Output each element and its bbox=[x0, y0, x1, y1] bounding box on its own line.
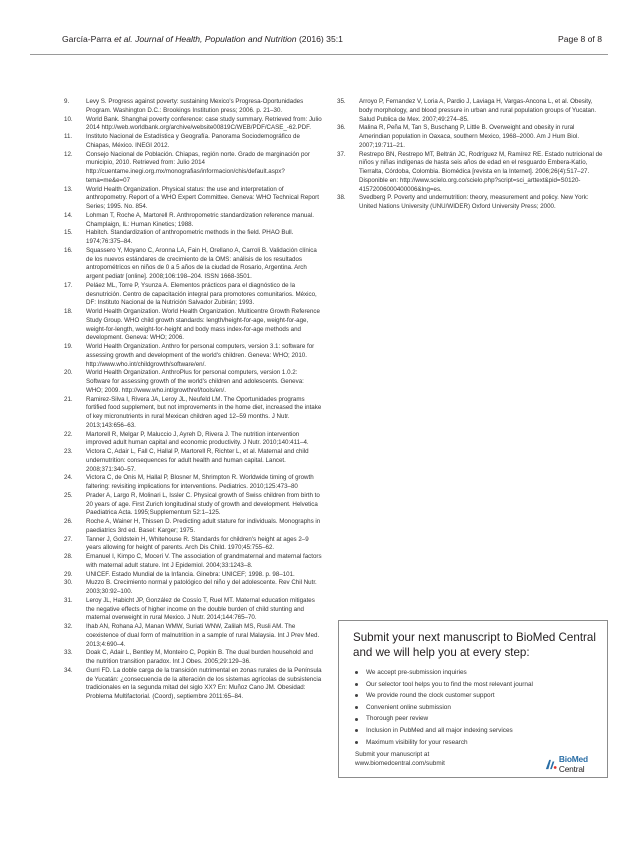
bullet-icon bbox=[355, 683, 358, 686]
reference-entry bbox=[64, 98, 322, 116]
advert-benefit-item bbox=[355, 737, 533, 749]
bullet-icon bbox=[355, 706, 358, 709]
reference-number: 33. bbox=[64, 649, 73, 657]
reference-text: World Bank. Shanghai poverty conference: case study summary. Retrieved from: Julio 2014 http://web.worldbank.org/archive/website00819C/WEB/PDF/CASE_-62.PDF. bbox=[86, 115, 322, 132]
advert-benefit-item bbox=[355, 713, 533, 725]
reference-text: World Health Organization. Physical status: the use and interpretation of anthropometry. Report of a WHO Expert Committee. Geneva: WHO Technical Report Series; 1995. No. 854. bbox=[86, 185, 319, 210]
reference-text: Leroy JL, Habicht JP, González de Cossío T, Ruel MT. Maternal education mitigates the negative effects of higher income on the double burden of child stunting and maternal overweight in rural Mexico. J Nutr. 2014;144:765–70. bbox=[86, 596, 315, 622]
reference-text: Prader A, Largo R, Molinari L, Issler C. Physical growth of Swiss children from birth to 20 years of age. First Zurich longitudinal study of growth and development. Helvetica Paediatrica Acta. 1995;Supplementum 52:1–125. bbox=[86, 491, 320, 517]
reference-entry bbox=[64, 282, 322, 308]
reference-entry bbox=[64, 186, 322, 212]
reference-entry bbox=[337, 194, 607, 212]
reference-text: Emanuel I, Kimpo C, Moceri V. The association of grandmaternal and maternal factors with maternal adult stature. Int J Epidemiol. 2004;33:1243–8. bbox=[86, 553, 322, 569]
advert-benefit-item bbox=[355, 725, 533, 737]
reference-number: 25. bbox=[64, 491, 73, 499]
reference-text: Tanner J, Goldstein H, Whitehouse R. Standards for children's height at ages 2–9 years allowing for height of parents. Arch Dis Child. 1970;45:755–62. bbox=[86, 535, 309, 552]
references-right-column bbox=[337, 98, 607, 212]
reference-number: 14. bbox=[64, 211, 73, 219]
reference-entry bbox=[64, 212, 322, 230]
reference-text: Consejo Nacional de Población. Chiapas, región norte. Grado de marginación por municipio, 2010. Retrieved from: Julio 2014 http://cuentame.inegi.org.mx/monografias/informacion/chis/default.aspx?tema=me&e=07 bbox=[86, 150, 310, 184]
reference-number: 24. bbox=[64, 474, 73, 482]
journal-citation bbox=[62, 34, 343, 44]
header-divider bbox=[30, 54, 608, 55]
reference-number: 35. bbox=[337, 98, 346, 105]
advert-submit-text bbox=[355, 751, 445, 768]
advert-benefit-text: Convenient online submission bbox=[366, 703, 451, 711]
reference-number: 18. bbox=[64, 308, 73, 315]
references-left-column bbox=[64, 98, 322, 702]
journal-citation-authors: García-Parra bbox=[62, 34, 115, 44]
bullet-icon bbox=[355, 694, 358, 697]
advert-benefit-text: We provide round the clock customer support bbox=[366, 692, 495, 700]
reference-entry bbox=[64, 116, 322, 134]
reference-text: Muzzo B. Crecimiento normal y patológico del niño y del adolescente. Rev Chil Nutr. 2003;30:92–100. bbox=[86, 579, 317, 595]
reference-text: Victora C, de Onis M, Hallal P, Blosner M, Shrimpton R. Worldwide timing of growth faltering: revisiting implications for interventions. Pediatrics. 2010;125:473–80 bbox=[86, 474, 314, 490]
advert-benefit-list bbox=[355, 667, 533, 748]
reference-text: Gurri FD. La doble carga de la transición nutrimental en zonas rurales de la Península de Yucatán: ¿consecuencia de la alteración de los sistemas agrícolas de subsistencia tradicionales en la segunda mitad del siglo XX? En: Muñoz Cano JM. Obesidad: Problema Multifactorial. (Coord), septiembre 2011:65–84. bbox=[86, 666, 322, 700]
advert-benefit-item bbox=[355, 702, 533, 714]
reference-entry bbox=[64, 369, 322, 395]
bullet-icon bbox=[355, 718, 358, 721]
reference-number: 20. bbox=[64, 369, 73, 377]
reference-entry bbox=[64, 518, 322, 536]
reference-number: 12. bbox=[64, 150, 73, 158]
reference-number: 9. bbox=[64, 98, 70, 105]
reference-text: Victora C, Adair L, Fall C, Hallal P, Martorell R, Richter L, et al. Maternal and child undernutrition: consequences for adult health and human capital. Lancet. 2008;371:340–57. bbox=[86, 448, 309, 473]
journal-citation-volume: (2016) 35:1 bbox=[296, 34, 343, 44]
reference-text: Ihab AN, Rohana AJ, Manan WMW, Suriati WNW, Zalilah MS, Rusli AM. The coexistence of dual form of malnutrition in a sample of rural Malaysia. Int J Prev Med. 2013;4:690–4. bbox=[86, 623, 320, 648]
reference-text: Ramirez-Silva I, Rivera JA, Leroy JL, Neufeld LM. The Oportunidades programs fortified food supplement, but not improvements in the home diet, increased the intake of key micronutrients in rural Mexican children aged 12–59 months. J Nutr. 2013;143:656–63. bbox=[86, 395, 322, 429]
reference-entry bbox=[64, 431, 322, 449]
reference-entry bbox=[64, 492, 322, 518]
reference-text: World Health Organization. Anthro for personal computers, version 3.1: software for assessing growth and development of the world's children. Geneva: WHO; 2010. http://www.who.int/childgrowth/software/en/. bbox=[86, 343, 315, 368]
reference-text: Lohman T, Roche A, Martorell R. Anthropometric standardization reference manual. Champlaign, IL: Human Kinetics; 1988. bbox=[86, 211, 314, 228]
reference-number: 15. bbox=[64, 229, 73, 237]
reference-entry bbox=[64, 229, 322, 247]
biomed-central-logo bbox=[545, 754, 607, 774]
advert-benefit-item bbox=[355, 690, 533, 702]
reference-number: 10. bbox=[64, 115, 73, 123]
reference-entry bbox=[337, 151, 607, 195]
biomed-central-logo-text bbox=[559, 754, 607, 774]
reference-text: World Health Organization. AnthroPlus for personal computers, version 1.0.2: Software for assessing growth of the world's children and adolescents. Geneva: WHO; 2009. http://www.who.int/growthref/tools/en/. bbox=[86, 369, 304, 394]
reference-number: 37. bbox=[337, 150, 346, 158]
reference-number: 19. bbox=[64, 343, 73, 350]
advert-benefit-text: We accept pre-submission inquiries bbox=[366, 669, 467, 676]
running-header bbox=[62, 34, 602, 44]
logo-text-biomed: BioMed bbox=[558, 754, 588, 764]
reference-entry bbox=[337, 98, 607, 124]
reference-entry bbox=[64, 133, 322, 151]
advert-submit-url[interactable]: www.biomedcentral.com/submit bbox=[355, 759, 445, 767]
reference-text: Svedberg P. Poverty and undernutrition: theory, measurement and policy. New York: United Nations University (UNU/WIDER) Oxford University Press; 2000. bbox=[359, 194, 589, 210]
reference-number: 32. bbox=[64, 623, 73, 630]
reference-text: Habitch. Standardization of anthropometric methods in the field. PHAO Bull. 1974;76:375–84. bbox=[86, 229, 294, 245]
bullet-icon bbox=[355, 729, 358, 732]
advert-benefit-item bbox=[355, 679, 533, 691]
advert-benefit-text: Inclusion in PubMed and all major indexing services bbox=[366, 726, 513, 734]
reference-entry bbox=[337, 124, 607, 150]
reference-number: 30. bbox=[64, 579, 73, 587]
reference-entry bbox=[64, 474, 322, 492]
reference-entry bbox=[64, 667, 322, 702]
page-number: Page 8 of 8 bbox=[558, 34, 602, 44]
reference-text: Squassero Y, Moyano C, Aronna LA, Fain H, Orellano A, Carroli B. Validación clínica de los nuevos estándares de crecimiento de la OMS: análisis de los resultados antropométricos en niños de 0 a 5 años de la ciudad de Rosario, Argentina. Arch argent pediatr [online]. 2008;106:198–204. ISSN 1668-3501. bbox=[86, 246, 317, 280]
reference-entry bbox=[64, 649, 322, 667]
advert-title: Submit your next manuscript to BioMed Central and we will help you at every step: bbox=[353, 631, 596, 659]
reference-number: 36. bbox=[337, 124, 346, 132]
reference-text: Malina R, Peña M, Tan S, Buschang P, Little B. Overweight and obesity in rural Amerindian population in Oaxaca, southern Mexico, 1968–2000. Am J Hum Biol. 2007;19:711–21. bbox=[359, 124, 580, 149]
reference-entry bbox=[64, 448, 322, 474]
reference-number: 17. bbox=[64, 281, 73, 289]
reference-text: Roche A, Wainer H, Thissen D. Predicting adult stature for individuals. Monographs in paediatrics 3rd ed. Basel: Karger; 1975. bbox=[86, 518, 321, 534]
advert-submit-line: Submit your manuscript at bbox=[355, 751, 430, 758]
reference-text: World Health Organization. World Health Organization. Multicentre Growth Reference Study Group. WHO child growth standards: length/height-for-age, weight-for-age, weight-for-length, weight-for-height and body mass index-for-age methods and development. Geneva: WHO; 2006. bbox=[86, 308, 320, 342]
reference-text: Instituto Nacional de Estadística y Geografía. Panorama Sociodemográfico de Chiapas, México. INEGI 2012. bbox=[86, 133, 300, 149]
reference-number: 11. bbox=[64, 133, 73, 140]
reference-number: 28. bbox=[64, 553, 73, 560]
reference-text: Martorell R, Melgar P, Maluccio J, Ayreh D, Rivera J. The nutrition intervention improved adult human capital and economic productivity. J Nutr. 2010;140:411–4. bbox=[86, 430, 309, 447]
reference-text: Restrepo BN, Restrepo MT, Beltrán JC, Rodríguez M, Ramírez RE. Estado nutricional de niños y niñas indígenas de hasta seis años de edad en el resguardo Embera-Katío, Tierralta, Córdoba, Colombia. Biomédica [revista en la Internet]. 2006;26(4):517–27. Disponible en: http://www.scielo.org.co/scielo.php?script=sci_arttext&pid=S0120-41572006000400006&lng=es. bbox=[359, 150, 603, 193]
reference-number: 38. bbox=[337, 194, 346, 202]
reference-number: 16. bbox=[64, 246, 73, 254]
reference-entry bbox=[64, 343, 322, 369]
biomed-central-advert bbox=[338, 620, 608, 778]
bullet-icon bbox=[355, 671, 358, 674]
reference-entry bbox=[64, 151, 322, 186]
reference-entry bbox=[64, 308, 322, 343]
reference-text: Arroyo P, Fernandez V, Loria A, Pardio J, Laviaga H, Vargas-Ancona L, et al. Obesity, body morphology, and blood pressure in urban and rural population groups of Yucatan. Salud Publica de Mex. 2007;49:274–85. bbox=[359, 98, 597, 123]
bullet-icon bbox=[355, 741, 358, 744]
reference-entry bbox=[64, 571, 322, 580]
reference-number: 23. bbox=[64, 448, 73, 455]
reference-entry bbox=[64, 396, 322, 431]
reference-text: Levy S. Progress against poverty: sustaining Mexico's Progresa-Oportunidades Program. Washington D.C.: Brookings Institution press; 2006. p. 21–30. bbox=[86, 98, 304, 114]
reference-text: UNICEF. Estado Mundial de la Infancia. Ginebra: UNICEF; 1998. p. 98–101. bbox=[86, 570, 295, 578]
reference-number: 34. bbox=[64, 666, 73, 674]
journal-citation-title: et al. Journal of Health, Population and Nutrition bbox=[114, 34, 297, 44]
reference-text: Doak C, Adair L, Bentley M, Monteiro C, Popkin B. The dual burden household and the nutrition transition paradox. Int J Obes. 2005;29:129–36. bbox=[86, 649, 313, 665]
reference-number: 29. bbox=[64, 570, 73, 578]
advert-benefit-item bbox=[355, 667, 533, 679]
reference-entry bbox=[64, 536, 322, 554]
reference-number: 13. bbox=[64, 185, 73, 193]
logo-text-central: Central bbox=[558, 764, 585, 774]
reference-text: Peláez ML, Torre P, Ysunza A. Elementos prácticos para el diagnóstico de la desnutrición. Centro de capacitación integral para promotores comunitarios. México, DF: Instituto Nacional de la Nutrición Salvador Zubirán; 1993. bbox=[86, 281, 317, 307]
reference-number: 21. bbox=[64, 395, 73, 403]
biomed-central-logo-icon bbox=[545, 758, 557, 771]
reference-entry bbox=[64, 597, 322, 623]
reference-number: 22. bbox=[64, 430, 73, 438]
reference-number: 31. bbox=[64, 596, 73, 604]
reference-number: 26. bbox=[64, 518, 73, 525]
advert-benefit-text: Our selector tool helps you to find the most relevant journal bbox=[366, 680, 533, 688]
reference-entry bbox=[64, 553, 322, 571]
advert-benefit-text: Thorough peer review bbox=[366, 715, 429, 723]
reference-number: 27. bbox=[64, 535, 73, 543]
reference-entry bbox=[64, 579, 322, 597]
reference-entry bbox=[64, 247, 322, 282]
reference-entry bbox=[64, 623, 322, 649]
advert-benefit-text: Maximum visibility for your research bbox=[366, 738, 468, 746]
